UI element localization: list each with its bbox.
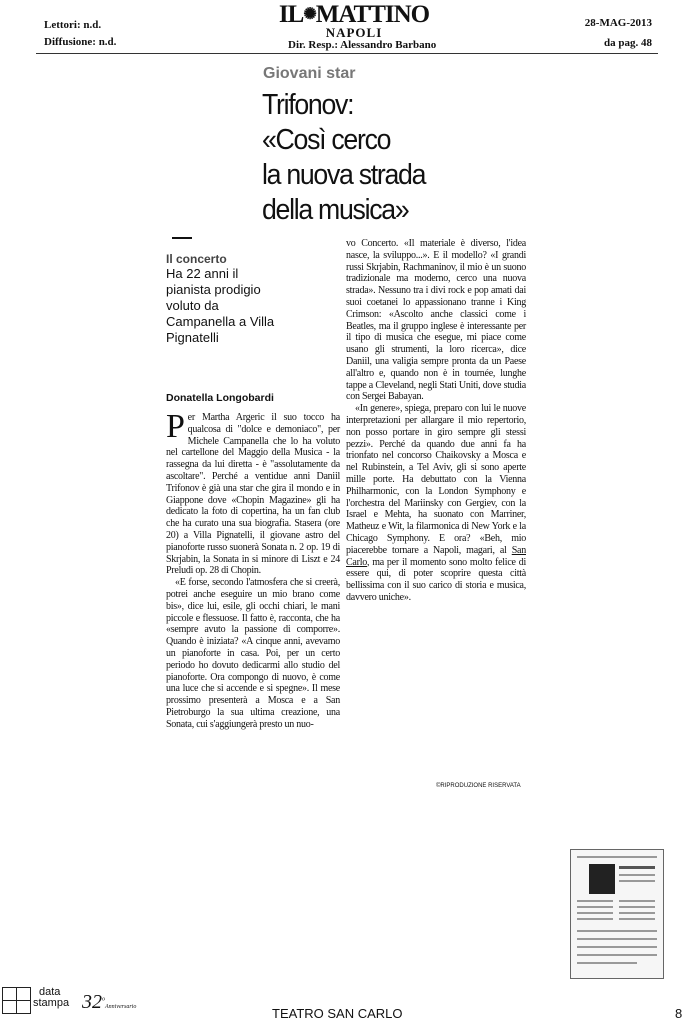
article-byline: Donatella Longobardi xyxy=(166,392,274,404)
rights-notice: ©RIPRODUZIONE RISERVATA xyxy=(436,783,521,789)
anniversary-mark: 32$^o$Anniversario xyxy=(82,991,137,1013)
article-paragraph: «E forse, secondo l'atmosfera che si creerà, potrei anche eseguire un mio brano come bis», dice lui, esile, gli occhi chiari, le mani piccole e flessuose. Il fatto è, racconta, che ha «sempre avuto la passione di comporre». Quando è iniziata? «A cinque anni, avevamo un pianoforte in casa. Poi, per un certo periodo ho dovuto dedicarmi allo studio del pianoforte. Ora compongo di nuovo, è come una luce che si accende e si spegne». Il mese prossimo presenterà a Mosca e a San Pietroburgo la sua ultima creazione, una Sonata, cui s'aggiungerà presto un nuo- xyxy=(166,577,340,730)
sidebar-label: Il concerto xyxy=(166,252,227,266)
thumbnail-text-line xyxy=(619,918,655,920)
newspaper-masthead xyxy=(268,3,440,38)
sidebar-divider xyxy=(172,237,192,239)
editor-line: Dir. Resp.: Alessandro Barbano xyxy=(288,39,437,51)
thumbnail-headline xyxy=(619,866,655,869)
sidebar-summary: Ha 22 anni il pianista prodigio voluto da Campanella a Villa Pignatelli xyxy=(166,266,275,345)
article-column-2 xyxy=(346,238,526,604)
drop-cap: P xyxy=(166,408,185,445)
lettori-label: Lettori: n.d. xyxy=(44,19,102,31)
thumbnail-text-line xyxy=(577,938,657,940)
logo-text: data stampa xyxy=(33,986,70,1009)
thumbnail-text-line xyxy=(577,962,637,964)
article-headline xyxy=(262,88,501,228)
issue-date: 28-MAG-2013 xyxy=(584,17,652,29)
article-paragraph: vo Concerto. «Il materiale è diverso, l'idea nasce, la sviluppo...». E il modello? «I grandi russi Skrjabin, Rachmaninov, il mio è un suono tradizionale ma moderno, cerco una nuova strada». Nessuno tra i divi rock e pop amati dai suoi coetanei lo appassionano tranne i King Crimson: «Ascolto anche classici come i Beatles, ma il gruppo inglese è interessante per il tipo di musica che esegue, mi piace come usano gli strumenti, la loro ricerca», dice Daniil, una valigia sempre pronta da un Paese all'altro e, quando non è in tournée, lunghe tappe a Cleveland, negli Stati Uniti, dove studia con Sergei Babayan. xyxy=(346,238,526,403)
thumbnail-text-line xyxy=(577,946,657,948)
headline-line: la nuova strada xyxy=(262,159,426,191)
thumbnail-text-line xyxy=(577,900,613,902)
header-divider xyxy=(36,53,658,54)
thumbnail-text-line xyxy=(619,912,655,914)
thumbnail-text-line xyxy=(619,880,655,882)
thumbnail-text-line xyxy=(577,918,613,920)
datastampa-logo xyxy=(2,987,82,1015)
thumbnail-text-line xyxy=(619,874,655,876)
article-paragraph: Per Martha Argeric il suo tocco ha qualcosa di "dolce e demoniaco", per Michele Campanella che lo ha voluto nel cartellone del Maggio della Musica - la rassegna da lui diretta - è "assolutamente da ascoltare". Perché a ventidue anni Daniil Trifonov è già una star che gira il mondo e in Giappone dove «Chopin Magazine» gli ha dedicato la foto di copertina, ha un fan club che ha curato una sua biografia. Stasera (ore 20) a Villa Pignatelli, il giovane astro del pianoforte russo suonerà Sonata n. 2 op. 19 di Skrjabin, la Sonata in si minore di Liszt e 24 Preludi op. 28 di Chopin. xyxy=(166,408,340,577)
highlighted-venue: San Carlo xyxy=(346,544,526,568)
thumbnail-text-line xyxy=(619,900,655,902)
thumbnail-text-line xyxy=(577,912,613,914)
footer-page-number: 8 xyxy=(675,1006,683,1021)
page-reference: da pag. 48 xyxy=(604,37,652,49)
article-column-1 xyxy=(166,408,340,731)
logo-squares-icon xyxy=(2,987,34,1015)
masthead-star-icon: ✺ xyxy=(303,6,316,23)
thumbnail-text-line xyxy=(577,930,657,932)
press-stats xyxy=(44,17,116,51)
headline-line: Trifonov: xyxy=(262,89,354,121)
thumbnail-text-line xyxy=(577,906,613,908)
thumbnail-text-line xyxy=(619,906,655,908)
footer-client: TEATRO SAN CARLO xyxy=(272,1006,403,1021)
article-paragraph: «In genere», spiega, preparo con lui le nuove interpretazioni per allargare il mio repertorio, non posso portare in giro sempre gli stessi pezzi». Perché da quando due anni fa ha trionfato nel concorso Chaikovsky a Mosca e nel Rubinstein, a Tel Aviv, gli si sono aperte mille porte. Ha debuttato con la Vienna Philharmonic, con la London Symphony e l'orchestra del Mariinsky con Gergiev, con la Israel e Mehta, ha suonato con Marriner, Matheuz e Wit, la filarmonica di New York e la Chicago Symphony. E ora? «Beh, mio piacerebbe tornare a Napoli, magari, al San Carlo, ma per il momento sono molto felice di essere qui, di poter scoprire questa città bellissima con il suo carico di storia e musica, davvero uniche». xyxy=(346,403,526,603)
masthead-city: NAPOLI xyxy=(325,25,383,40)
thumbnail-text-line xyxy=(577,856,657,858)
issue-info xyxy=(585,13,652,53)
diffusione-label: Diffusione: n.d. xyxy=(44,36,117,48)
headline-line: «Così cerco xyxy=(262,124,391,156)
thumbnail-photo xyxy=(589,864,615,894)
headline-line: della musica» xyxy=(262,194,409,226)
thumbnail-text-line xyxy=(577,954,657,956)
masthead-title: IL✺MATTINO xyxy=(278,1,430,28)
page-thumbnail xyxy=(570,849,664,979)
article-kicker: Giovani star xyxy=(263,65,356,82)
